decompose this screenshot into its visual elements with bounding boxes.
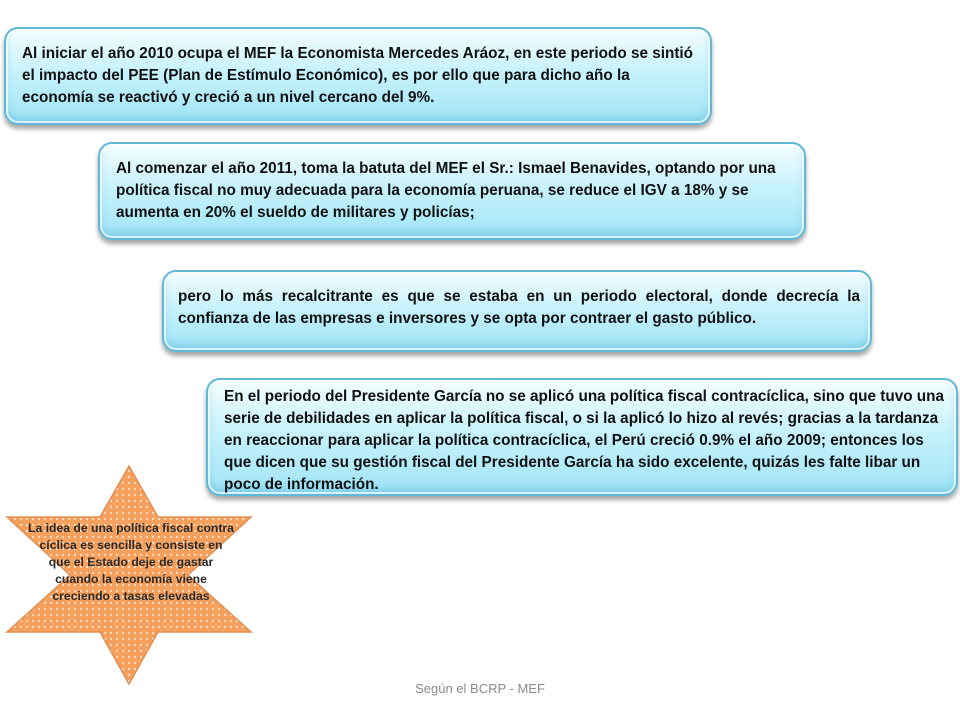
text-box-garcia-text: En el periodo del Presidente García no se aplicó una política fiscal contracíclica, sino que tuvo una serie de debilidades en aplicar la política fiscal, o si la aplicó lo hizo al revés; gracias a la tardanza en reaccionar para aplicar la política contracíclica, el Perú creció 0.9% el año 2009; entonces los que dicen que su gestión fiscal del Presidente García ha sido excelente, quizás les falte libar un poco de información. xyxy=(224,388,944,493)
star-callout-text: La idea de una política fiscal contra cíclica es sencilla y consiste en que el Estado deje de gastar cuando la economía viene creciendo a tasas elevadas xyxy=(28,521,234,603)
text-box-2010-text: Al iniciar el año 2010 ocupa el MEF la Economista Mercedes Aráoz, en este periodo se sintió el impacto del PEE (Plan de Estímulo Económico), es por ello que para dicho año la economía se reactivó y creció a un nivel cercano del 9%. xyxy=(22,45,694,106)
text-box-garcia xyxy=(206,378,958,496)
source-footer: Según el BCRP - MEF xyxy=(415,681,545,696)
text-box-electoral-text: pero lo más recalcitrante es que se estaba en un periodo electoral, donde decrecía la confianza de las empresas e inversores y se opta por contraer el gasto público. xyxy=(178,288,860,327)
text-box-electoral xyxy=(162,270,872,352)
star-callout xyxy=(0,462,262,690)
text-box-2011 xyxy=(98,142,806,240)
text-box-2010 xyxy=(4,27,712,125)
text-box-2011-text: Al comenzar el año 2011, toma la batuta del MEF el Sr.: Ismael Benavides, optando por una política fiscal no muy adecuada para la economía peruana, se reduce el IGV a 18% y se aumenta en 20% el sueldo de militares y policías; xyxy=(116,160,776,221)
